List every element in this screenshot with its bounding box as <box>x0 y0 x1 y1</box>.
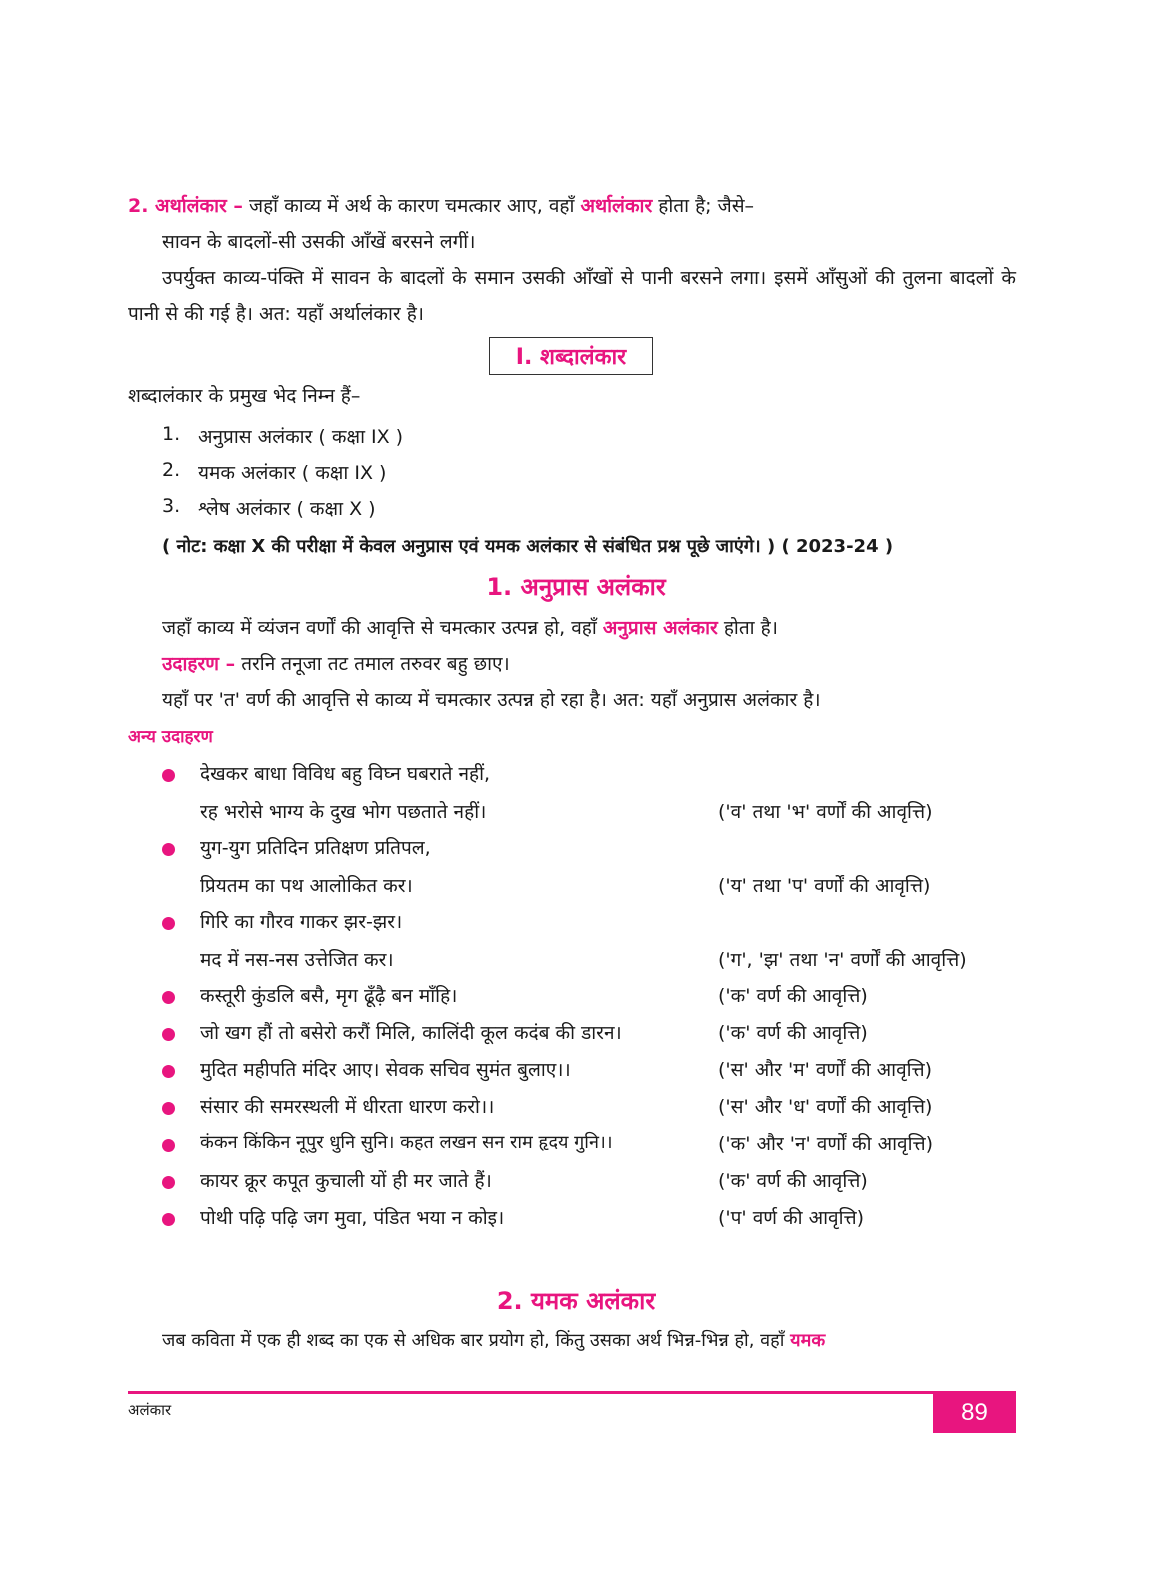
anupras-explanation: यहाँ पर 'त' वर्ण की आवृत्ति से काव्य में चमत्कार उत्पन्न हो रहा है। अत: यहाँ अनुप्रास अलंकार है। <box>162 689 821 711</box>
yamak-def-text: जब कविता में एक ही शब्द का एक से अधिक बार प्रयोग हो, किंतु उसका अर्थ भिन्न-भिन्न हो, वहाँ <box>162 1330 785 1351</box>
yamak-definition <box>162 1328 825 1352</box>
arthalankar-explanation <box>128 260 1016 332</box>
example-2-note: ('य' तथा 'प' वर्णों की आवृत्ति) <box>718 875 931 897</box>
yamak-title: 2. यमक अलंकार <box>496 1287 656 1315</box>
yamak-def-term: यमक <box>790 1330 826 1351</box>
type-2-text: यमक अलंकार ( कक्षा IX ) <box>198 462 387 484</box>
example-8-line1: कंकन किंकिन नूपुर धुनि सुनि। कहत लखन सन राम हृदय गुनि।। <box>200 1132 613 1153</box>
example-2-line1: युग-युग प्रतिदिन प्रतिक्षण प्रतिपल, <box>200 837 431 859</box>
footer-rule <box>128 1391 1016 1394</box>
arthalankar-label: 2. अर्थालंकार – <box>128 195 243 217</box>
other-examples-label: अन्य उदाहरण <box>128 727 213 747</box>
example-5-line1: जो खग हौं तो बसेरो करौं मिलि, कालिंदी कूल कदंब की डारन। <box>200 1022 622 1044</box>
footer-chapter: अलंकार <box>128 1401 172 1419</box>
type-3-text: श्लेष अलंकार ( कक्षा X ) <box>198 498 376 520</box>
exam-note: ( नोट: कक्षा X की परीक्षा में केवल अनुप्रास एवं यमक अलंकार से संबंधित प्रश्न पूछे जाएंगे। ) ( 2023-24 ) <box>162 536 894 557</box>
bullet-icon <box>162 917 175 930</box>
example-text: तरनि तनूजा तट तमाल तरुवर बहु छाए। <box>241 653 510 675</box>
bullet-icon <box>162 1176 175 1189</box>
arthalankar-text1: जहाँ काव्य में अर्थ के कारण चमत्कार आए, वहाँ <box>248 195 575 217</box>
example-8-note: ('क' और 'न' वर्णों की आवृत्ति) <box>718 1133 934 1155</box>
arthalankar-example: सावन के बादलों-सी उसकी आँखें बरसने लगीं। <box>162 231 476 253</box>
anupras-def-term: अनुप्रास अलंकार <box>602 617 718 639</box>
shabdalankar-intro: शब्दालंकार के प्रमुख भेद निम्न हैं– <box>128 385 361 407</box>
bullet-icon <box>162 1139 175 1152</box>
example-9-note: ('क' वर्ण की आवृत्ति) <box>718 1170 868 1192</box>
anupras-example <box>162 650 510 676</box>
bullet-icon <box>162 1102 175 1115</box>
type-1-text: अनुप्रास अलंकार ( कक्षा IX ) <box>198 426 404 448</box>
bullet-icon <box>162 991 175 1004</box>
example-2-line2: प्रियतम का पथ आलोकित कर। <box>200 875 413 897</box>
type-3-num: 3. <box>162 495 181 517</box>
page-number: 89 <box>933 1393 1016 1433</box>
anupras-definition <box>162 614 778 640</box>
bullet-icon <box>162 1213 175 1226</box>
arthalankar-term: अर्थालंकार <box>580 195 653 217</box>
example-7-note: ('स' और 'ध' वर्णों की आवृत्ति) <box>718 1096 933 1118</box>
example-10-line1: पोथी पढ़ि पढ़ि जग मुवा, पंडित भया न कोइ। <box>200 1207 505 1229</box>
anupras-def-text2: होता है। <box>723 617 778 639</box>
bullet-icon <box>162 843 175 856</box>
example-9-line1: कायर क्रूर कपूत कुचाली यों ही मर जाते हैं। <box>200 1170 492 1192</box>
arthalankar-explanation-text: उपर्युक्त काव्य-पंक्ति में सावन के बादलों के समान उसकी आँखों से पानी बरसने लगा। इसमें आँसुओं की तुलना बादलों के पानी से की गई है। अत: यहाँ अर्थालंकार है। <box>128 267 1016 325</box>
anupras-title: 1. अनुप्रास अलंकार <box>486 573 666 601</box>
example-4-line1: कस्तूरी कुंडलि बसै, मृग ढूँढ़ै बन माँहि। <box>200 985 458 1007</box>
example-1-line2: रह भरोसे भाग्य के दुख भोग पछताते नहीं। <box>200 801 487 823</box>
arthalankar-definition <box>128 188 1028 224</box>
type-1-num: 1. <box>162 423 181 445</box>
example-4-note: ('क' वर्ण की आवृत्ति) <box>718 985 868 1007</box>
bullet-icon <box>162 769 175 782</box>
type-2-num: 2. <box>162 459 181 481</box>
example-1-note: ('व' तथा 'भ' वर्णों की आवृत्ति) <box>718 801 933 823</box>
bullet-icon <box>162 1028 175 1041</box>
example-label: उदाहरण – <box>162 653 236 675</box>
example-5-note: ('क' वर्ण की आवृत्ति) <box>718 1022 868 1044</box>
example-6-line1: मुदित महीपति मंदिर आए। सेवक सचिव सुमंत बुलाए।। <box>200 1059 571 1081</box>
anupras-def-text1: जहाँ काव्य में व्यंजन वर्णों की आवृत्ति से चमत्कार उत्पन्न हो, वहाँ <box>162 617 597 639</box>
example-3-note: ('ग', 'झ' तथा 'न' वर्णों की आवृत्ति) <box>718 949 967 971</box>
example-3-line1: गिरि का गौरव गाकर झर-झर। <box>200 911 403 933</box>
shabdalankar-heading: I. शब्दालंकार <box>489 337 653 375</box>
example-1-line1: देखकर बाधा विविध बहु विघ्न घबराते नहीं, <box>200 763 491 785</box>
example-10-note: ('प' वर्ण की आवृत्ति) <box>718 1207 865 1229</box>
arthalankar-text2: होता है; जैसे– <box>658 195 755 217</box>
example-6-note: ('स' और 'म' वर्णों की आवृत्ति) <box>718 1059 933 1081</box>
example-7-line1: संसार की समरस्थली में धीरता धारण करो।। <box>200 1096 495 1118</box>
example-3-line2: मद में नस-नस उत्तेजित कर। <box>200 949 394 971</box>
bullet-icon <box>162 1065 175 1078</box>
